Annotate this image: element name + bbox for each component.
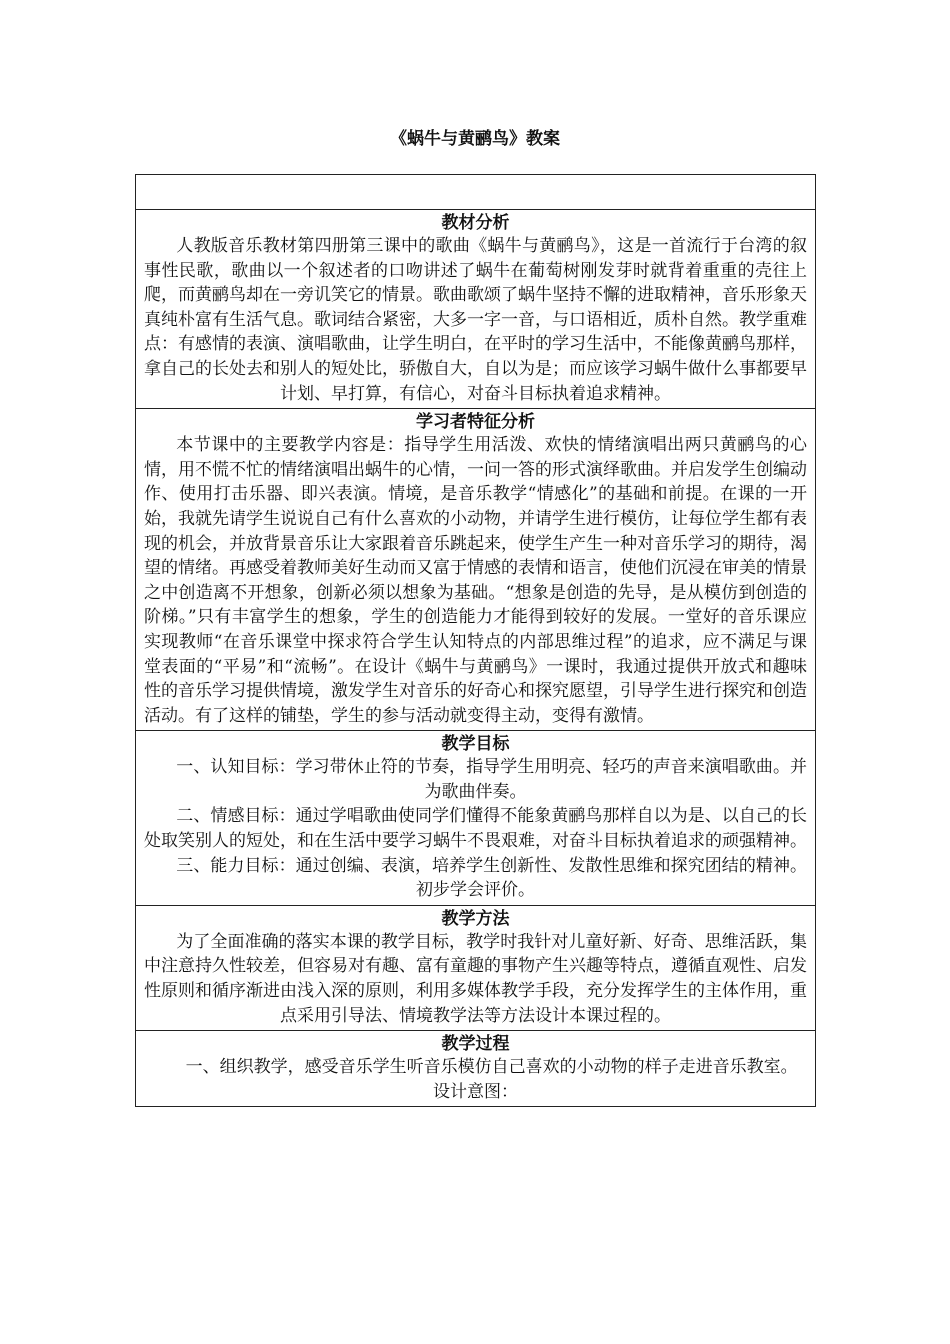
- design-intent-label: 设计意图：: [433, 1081, 518, 1102]
- section-goals: [136, 730, 815, 905]
- section-learner: [136, 408, 815, 730]
- goal-item: 二、情感目标：通过学唱歌曲使同学们懂得不能象黄鹂鸟那样自以为是、以自己的长处取笑别人的短处，和在生活中要学习蜗牛不畏艰难，对奋斗目标执着追求的顽强精神。: [144, 806, 807, 852]
- goal-item: 一、认知目标：学习带休止符的节奏，指导学生用明亮、轻巧的声音来演唱歌曲。并为歌曲伴奏。: [176, 757, 807, 802]
- section-heading: 学习者特征分析: [416, 412, 535, 433]
- section-heading: 教学目标: [441, 734, 510, 755]
- section-heading: 教学方法: [441, 908, 510, 929]
- empty-row: [136, 175, 815, 209]
- lesson-plan-table: [135, 174, 816, 1107]
- section-method: [136, 905, 815, 1030]
- section-text: 人教版音乐教材第四册第三课中的歌曲《蜗牛与黄鹂鸟》，这是一首流行于台湾的叙事性民歌，歌曲以一个叙述者的口吻讲述了蜗牛在葡萄树刚发芽时就背着重重的壳往上爬，而黄鹂鸟却在一旁讥笑它的情景。歌曲歌颂了蜗牛坚持不懈的进取精神，音乐形象天真纯朴富有生活气息。歌词结合紧密，大多一字一音，与口语相近，质朴自然。教学重难点：有感情的表演、演唱歌曲，让学生明白，在平时的学习生活中，不能像黄鹂鸟那样，拿自己的长处去和别人的短处比，骄傲自大，自以为是；而应该学习蜗牛做什么事都要早计划、早打算，有信心，对奋斗目标执着追求精神。: [144, 236, 807, 404]
- section-analysis: [136, 209, 815, 408]
- section-heading: 教材分析: [441, 213, 510, 233]
- page-title: 《蜗牛与黄鹂鸟》教案: [390, 129, 560, 149]
- section-text: 一、组织教学，感受音乐学生听音乐模仿自己喜欢的小动物的样子走进音乐教室。: [185, 1057, 798, 1078]
- section-text: 本节课中的主要教学内容是：指导学生用活泼、欢快的情绪演唱出两只黄鹂鸟的心情，用不慌不忙的情绪演唱出蜗牛的心情，一问一答的形式演绎歌曲。并启发学生创编动作、使用打击乐器、即兴表演。情境，是音乐教学“情感化”的基础和前提。在课的一开始，我就先请学生说说自己有什么喜欢的小动物，并请学生进行模仿，让每位学生都有表现的机会，并放背景音乐让大家跟着音乐跳起来，使学生产生一种对音乐学习的期待，渴望的情绪。再感受着教师美好生动而又富于情感的表情和语言，使他们沉浸在审美的情景之中创造离不开想象，创新必须以想象为基础。“想象是创造的先导，是从模仿到创造的阶梯。”只有丰富学生的想象，学生的创造能力才能得到较好的发展。一堂好的音乐课应实现教师“在音乐课堂中探求符合学生认知特点的内部思维过程”的追求，应不满足与课堂表面的“平易”和“流畅”。在设计《蜗牛与黄鹂鸟》一课时，我通过提供开放式和趣味性的音乐学习提供情境，激发学生对音乐的好奇心和探究愿望，引导学生进行探究和创造活动。有了这样的铺垫，学生的参与活动就变得主动，变得有激情。: [144, 435, 807, 726]
- section-text: 为了全面准确的落实本课的教学目标，教学时我针对儿童好新、好奇、思维活跃，集中注意持久性较差，但容易对有趣、富有童趣的事物产生兴趣等特点，遵循直观性、启发性原则和循序渐进由浅入深的原则，利用多媒体教学手段，充分发挥学生的主体作用，重点采用引导法、情境教学法等方法设计本课过程的。: [144, 931, 807, 1026]
- section-process: [136, 1030, 815, 1106]
- section-heading: 教学过程: [441, 1034, 510, 1055]
- goal-item: 三、能力目标：通过创编、表演，培养学生创新性、发散性思维和探究团结的精神。初步学会评价。: [176, 855, 807, 901]
